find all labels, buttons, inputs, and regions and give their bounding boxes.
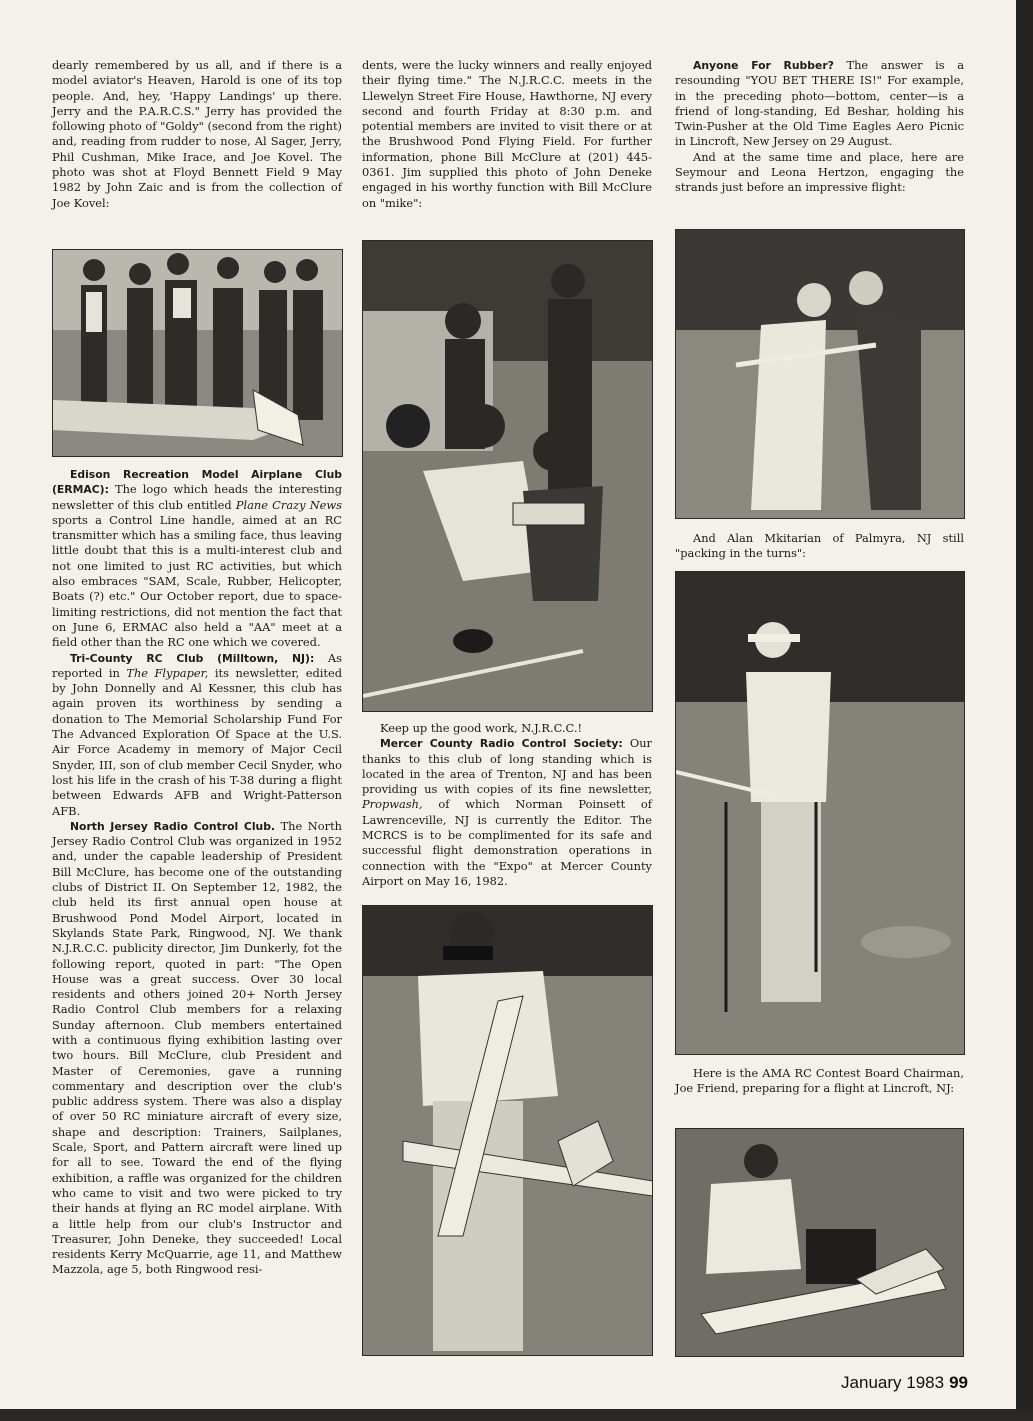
- column-3-friend: [675, 1066, 964, 1097]
- column-1-body: [52, 467, 342, 1278]
- hertzon-paragraph: And at the same time and place, here are Seymour and Leona Hertzon, engaging the strands just before an impressive flight:: [675, 149, 964, 195]
- column-1-top: [52, 58, 342, 211]
- north-jersey-text: The North Jersey Radio Control Club was organized in 1952 and, under the capable leadership of President Bill McClure, has become one of the outstanding clubs of District II. On September 12, 1982, the club held its first annual open house at Brushwood Pond Model Airport, located in Skylands State Park, Ringwood, NJ. We thank N.J.R.C.C. publicity director, Jim Dunkerly, fot the following report, quoted in part: "The Open House was a great success. Over 30 local residents and others joined 20+ North Jersey Radio Control Club members for a relaxing Sunday afternoon. Club members entertained with a continuous flying exhibition lasting over two hours. Bill McClure, club President and Master of Ceremonies, gave a running commentary and description over the club's public address system. There was also a display of over 50 RC miniature aircraft of every size, shape and description: Trainers, Sailplanes, Scale, Sport, and Pattern aircraft were lined up for all to see. Toward the end of the flying exhibition, a raffle was organized for the children who came to visit and two were picked to try their hands at flying an RC model airplane. With a little help from our club's Instructor and Treasurer, John Deneke, they succeeded! Local residents Kerry McQuarrie, age 11, and Matthew Mazzola, age 5, both Ringwood resi-: [52, 818, 342, 1277]
- photo-ed-beshar: [362, 905, 653, 1356]
- intro-paragraph: dearly remembered by us all, and if there is a model aviator's Heaven, Harold is one of its top people. And, hey, 'Happy Landings' up there. Jerry and the P.A.R.C.S." Jerry has provided the following photo of "Goldy" (second from the right) and, reading from rudder to nose, Al Sager, Jerry, Phil Cushman, Mike Irace, and Joe Kovel. The photo was shot at Floyd Bennett Field 9 May 1982 by John Zaic and is from the collection of Joe Kovel:: [52, 58, 342, 210]
- tri-county-heading: Tri-County RC Club (Milltown, NJ):: [70, 651, 315, 665]
- ermac-text-a: The logo which heads the interesting newsletter of this club entitled: [52, 482, 342, 512]
- north-jersey-paragraph: [52, 819, 342, 1278]
- ermac-heading: Edison Recreation Model Airplane Club (ERMAC):: [52, 468, 342, 497]
- mercer-heading: Mercer County Radio Control Society:: [380, 737, 623, 751]
- tri-county-text-a: As reported in: [52, 650, 342, 680]
- column-3-top: [675, 58, 964, 196]
- mercer-text-a: Our thanks to this club of long standing which is located in the area of Trenton, NJ and has been providing us with copies of its fine newsletter,: [362, 736, 652, 797]
- photo-joe-friend-image: [676, 1129, 963, 1356]
- mercer-paragraph: [362, 736, 652, 889]
- issue-date: January 1983: [841, 1373, 945, 1392]
- rubber-paragraph: [675, 58, 964, 150]
- page-edge-shadow: [1016, 0, 1033, 1421]
- friend-paragraph: Here is the AMA RC Contest Board Chairman, Joe Friend, preparing for a flight at Lincroft, NJ:: [675, 1066, 964, 1096]
- column-3-alan: [675, 531, 964, 562]
- ermac-paragraph: [52, 467, 342, 651]
- photo-hertzon: [675, 229, 965, 519]
- photo-deneke-mcclure-image: [363, 241, 652, 711]
- tri-county-text-b: its newsletter, edited by John Donnelly and Al Kessner, this club has again proven its worthiness by sending a donation to The Memorial Scholarship Fund For The Advanced Exploration Of Space at the U.S. Air Force Academy in memory of Major Cecil Snyder, III, son of club member Cecil Snyder, who lost his life in the crash of his T-38 during a flight between Edwards AFB and Wright-Patterson AFB.: [52, 665, 342, 818]
- page-number: 99: [949, 1373, 968, 1392]
- page-bottom-shadow: [0, 1409, 1033, 1421]
- photo-alan-mkitarian-image: [676, 572, 964, 1054]
- ermac-newsletter-title: Plane Crazy News: [235, 497, 342, 512]
- photo-joe-friend: [675, 1128, 964, 1357]
- photo-parcs-group: [52, 249, 343, 457]
- ermac-text-b: sports a Control Line handle, aimed at an RC transmitter which has a smiling face, thus leaving little doubt that this is a multi-interest club and not one limited to just RC activities, but which also embraces "SAM, Scale, Rubber, Helicopter, Boats (?) etc." Our October report, due to space-limiting restrictions, did not mention the fact that on June 6, ERMAC also held a "AA" meet at a field other than the RC one which we covered.: [52, 512, 342, 650]
- alan-paragraph: And Alan Mkitarian of Palmyra, NJ still "packing in the turns":: [675, 531, 964, 561]
- photo-hertzon-image: [676, 230, 964, 518]
- keep-up-paragraph: Keep up the good work, N.J.R.C.C.!: [380, 721, 583, 735]
- tri-county-newsletter-title: The Flypaper,: [126, 665, 209, 680]
- mercer-text-b: of which Norman Poinsett of Lawrenceville, NJ is currently the Editor. The MCRCS is to be complimented for its safe and successful flight demonstration operations in connection with the "Expo" at Mercer County Airport on May 16, 1982.: [362, 797, 652, 888]
- tri-county-paragraph: [52, 651, 342, 819]
- rubber-heading: Anyone For Rubber?: [693, 59, 834, 72]
- photo-alan-mkitarian: [675, 571, 965, 1055]
- rubber-text: The answer is a resounding "YOU BET THERE IS!" For example, in the preceding photo—bottom, center—is a friend of long-standing, Ed Beshar, holding his Twin-Pusher at the Old Time Eagles Aero Picnic in Lincroft, New Jersey on 29 August.: [675, 58, 964, 149]
- column-2-top: [362, 58, 652, 211]
- photo-ed-beshar-image: [363, 906, 652, 1355]
- photo-deneke-mcclure: [362, 240, 653, 712]
- njrcc-continued-paragraph: dents, were the lucky winners and really enjoyed their flying time." The N.J.R.C.C. meets in the Llewelyn Street Fire House, Hawthorne, NJ every second and fourth Friday at 8:30 p.m. and potential members are invited to visit there or at the Brushwood Pond Flying Field. For further information, phone Bill McClure at (201) 445-0361. Jim supplied this photo of John Deneke engaged in his worthy function with Bill McClure on "mike":: [362, 58, 652, 210]
- page-footer: [841, 1373, 968, 1393]
- column-2-middle: [362, 721, 652, 889]
- north-jersey-heading: North Jersey Radio Control Club.: [70, 819, 276, 833]
- photo-parcs-group-image: [53, 250, 342, 456]
- mercer-newsletter-title: Propwash,: [362, 797, 423, 812]
